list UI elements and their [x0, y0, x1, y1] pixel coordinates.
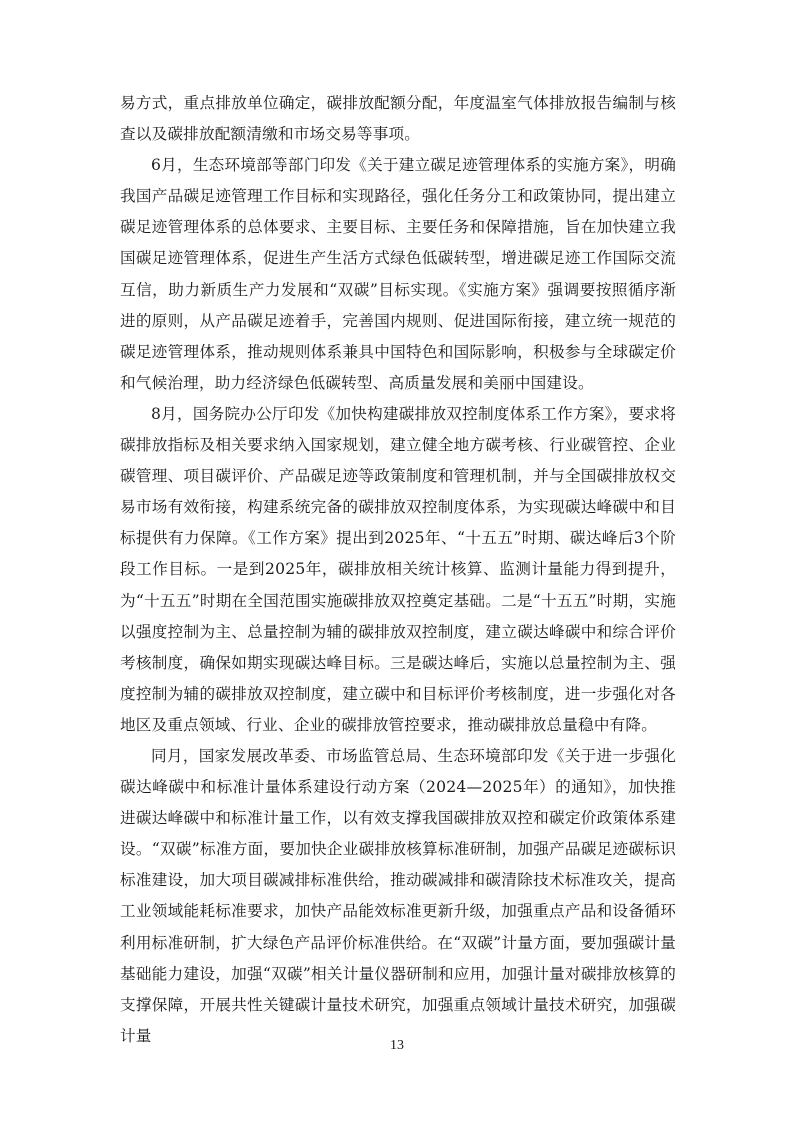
paragraph-dual-control: 8月，国务院办公厅印发《加快构建碳排放双控制度体系工作方案》，要求将碳排放指标及相关要求纳入国家规划，建立健全地方碳考核、行业碳管控、企业碳管理、项目碳评价、产品碳足迹等政策制度和管理机制，并与全国碳排放权交易市场有效衔接，构建系统完备的碳排放双控制度体系，为实现碳达峰碳中和目标提供有力保障。《工作方案》提出到2025年、“十五五”时期、碳达峰后3个阶段工作目标。一是到2025年，碳排放相关统计核算、监测计量能力得到提升，为“十五五”时期在全国范围实施碳排放双控奠定基础。二是“十五五”时期，实施以强度控制为主、总量控制为辅的碳排放双控制度，建立碳达峰碳中和综合评价考核制度，确保如期实现碳达峰目标。三是碳达峰后，实施以总量控制为主、强度控制为辅的碳排放双控制度，建立碳中和目标评价考核制度，进一步强化对各地区及重点领域、行业、企业的碳排放管控要求，推动碳排放总量稳中有降。	[120, 404, 676, 734]
paragraph-continuation: 易方式，重点排放单位确定，碳排放配额分配，年度温室气体排放报告编制与核查以及碳排放配额清缴和市场交易等事项。	[120, 94, 676, 144]
page-number: 13	[390, 1038, 404, 1053]
paragraph-carbon-footprint: 6月，生态环境部等部门印发《关于建立碳足迹管理体系的实施方案》，明确我国产品碳足迹管理工作目标和实现路径，强化任务分工和政策协同，提出建立碳足迹管理体系的总体要求、主要目标、主要任务和保障措施，旨在加快建立我国碳足迹管理体系，促进生产生活方式绿色低碳转型，增进碳足迹工作国际交流互信，助力新质生产力发展和“双碳”目标实现。《实施方案》强调要按照循序渐进的原则，从产品碳足迹着手，完善国内规则、促进国际衔接，建立统一规范的碳足迹管理体系，推动规则体系兼具中国特色和国际影响，积极参与全球碳定价和气候治理，助力经济绿色低碳转型、高质量发展和美丽中国建设。	[120, 156, 676, 392]
document-body	[120, 88, 676, 1052]
paragraph-standards-metrology: 同月，国家发展改革委、市场监管总局、生态环境部印发《关于进一步强化碳达峰碳中和标准计量体系建设行动方案（2024—2025年）的通知》，加快推进碳达峰碳中和标准计量工作，以有效支撑我国碳排放双控和碳定价政策体系建设。“双碳”标准方面，要加快企业碳排放核算标准研制，加强产品碳足迹碳标识标准建设，加大项目碳减排标准供给，推动碳减排和碳清除技术标准攻关，提高工业领域能耗标准要求，加快产品能效标准更新升级，加强重点产品和设备循环利用标准研制，扩大绿色产品评价标准供给。在“双碳”计量方面，要加强碳计量基础能力建设，加强“双碳”相关计量仪器研制和应用，加强计量对碳排放核算的支撑保障，开展共性关键碳计量技术研究，加强重点领域计量技术研究，加强碳计量	[120, 746, 676, 1045]
